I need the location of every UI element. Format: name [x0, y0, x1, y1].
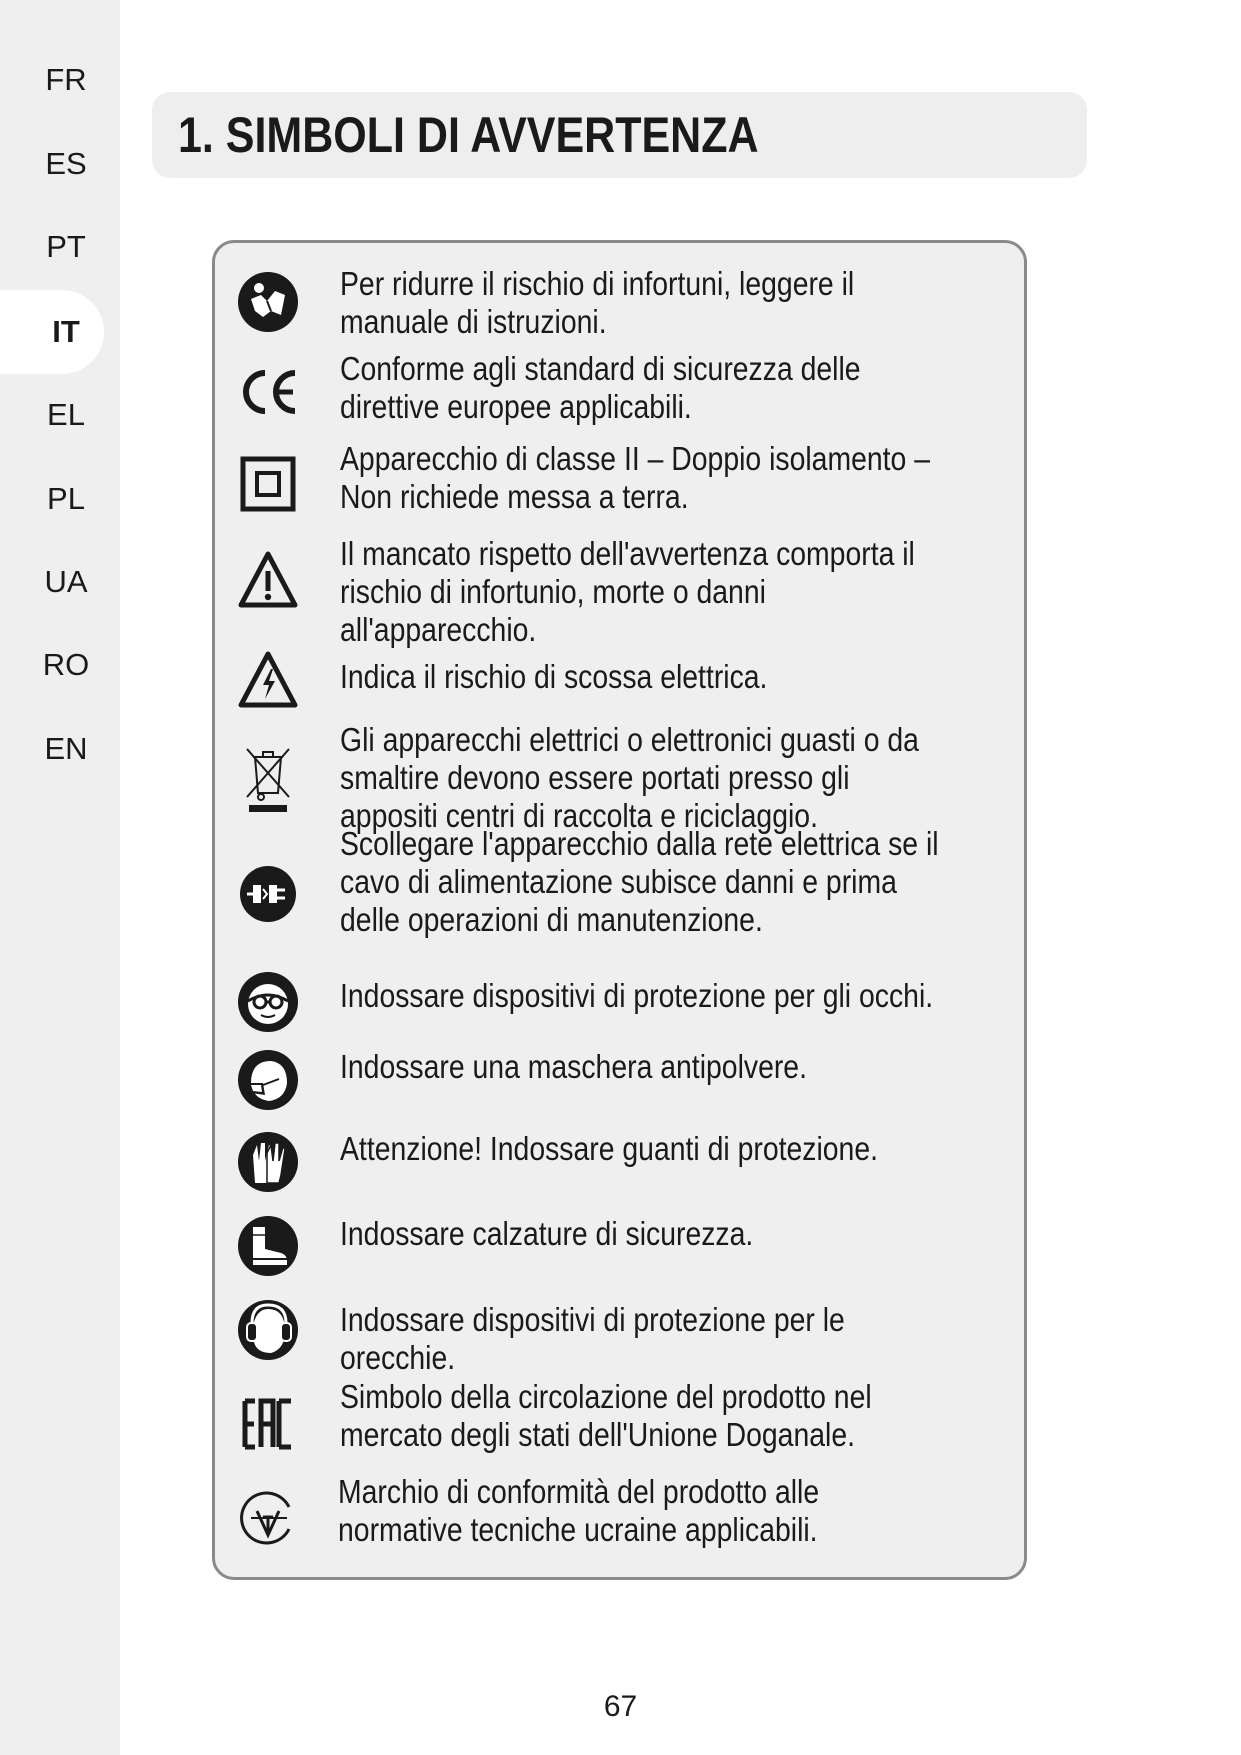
dust-mask-icon [237, 1049, 299, 1111]
unplug-icon [237, 863, 299, 925]
symbol-description: Attenzione! Indossare guanti di protezione. [340, 1130, 879, 1167]
lang-tab-el[interactable]: EL [47, 397, 85, 432]
warning-exclamation-icon [237, 549, 299, 611]
symbol-description: Conforme agli standard di sicurezza delle direttive europee applicabili. [340, 350, 861, 425]
safety-boots-icon [237, 1215, 299, 1277]
lang-tab-es[interactable]: ES [45, 146, 87, 181]
section-title-bar [152, 92, 1087, 178]
symbol-description: Simbolo della circolazione del prodotto nel mercato degli stati dell'Unione Doganale. [340, 1378, 872, 1453]
symbol-description: Indossare dispositivi di protezione per gli occhi. [340, 977, 934, 1014]
lang-tab-pl[interactable]: PL [47, 481, 85, 516]
weee-crossed-bin-icon [237, 743, 299, 815]
symbol-description: Il mancato rispetto dell'avvertenza comporta il rischio di infortunio, morte o danni all'apparecchio. [340, 535, 915, 648]
symbol-description: Indossare una maschera antipolvere. [340, 1048, 807, 1085]
lang-tab-it[interactable]: IT [0, 290, 104, 374]
lang-tab-ro[interactable]: RO [42, 647, 90, 682]
electric-shock-warning-icon [237, 649, 299, 711]
eac-mark-icon [237, 1393, 299, 1455]
eye-protection-icon [237, 971, 299, 1033]
language-sidebar [0, 0, 120, 1755]
lang-tab-fr[interactable]: FR [45, 62, 87, 97]
symbol-description: Gli apparecchi elettrici o elettronici guasti o da smaltire devono essere portati presso gli appositi centri di raccolta e riciclaggio. [340, 721, 919, 834]
symbol-description: Per ridurre il rischio di infortuni, leggere il manuale di istruzioni. [340, 265, 855, 340]
lang-tab-en[interactable]: EN [44, 731, 88, 766]
ce-mark-icon [237, 361, 299, 423]
read-manual-icon [237, 271, 299, 333]
class-ii-double-insulation-icon [237, 453, 299, 515]
symbol-description: Marchio di conformità del prodotto alle normative tecniche ucraine applicabili. [338, 1473, 820, 1548]
symbol-description: Scollegare l'apparecchio dalla rete elettrica se il cavo di alimentazione subisce danni e prima delle operazioni di manutenzione. [340, 825, 939, 938]
symbol-description: Indossare calzature di sicurezza. [340, 1215, 754, 1252]
symbol-description: Apparecchio di classe II – Doppio isolamento – Non richiede messa a terra. [340, 440, 931, 515]
protective-gloves-icon [237, 1131, 299, 1193]
page-number: 67 [603, 1690, 638, 1723]
symbol-description: Indica il rischio di scossa elettrica. [340, 658, 768, 695]
warning-symbols-panel [212, 240, 1027, 1580]
ukrca-mark-icon [237, 1487, 299, 1549]
section-title: 1. SIMBOLI DI AVVERTENZA [178, 107, 759, 163]
ear-protection-icon [237, 1299, 299, 1361]
symbol-description: Indossare dispositivi di protezione per le orecchie. [340, 1301, 845, 1376]
lang-tab-ua[interactable]: UA [44, 564, 88, 599]
lang-tab-pt[interactable]: PT [46, 229, 86, 264]
